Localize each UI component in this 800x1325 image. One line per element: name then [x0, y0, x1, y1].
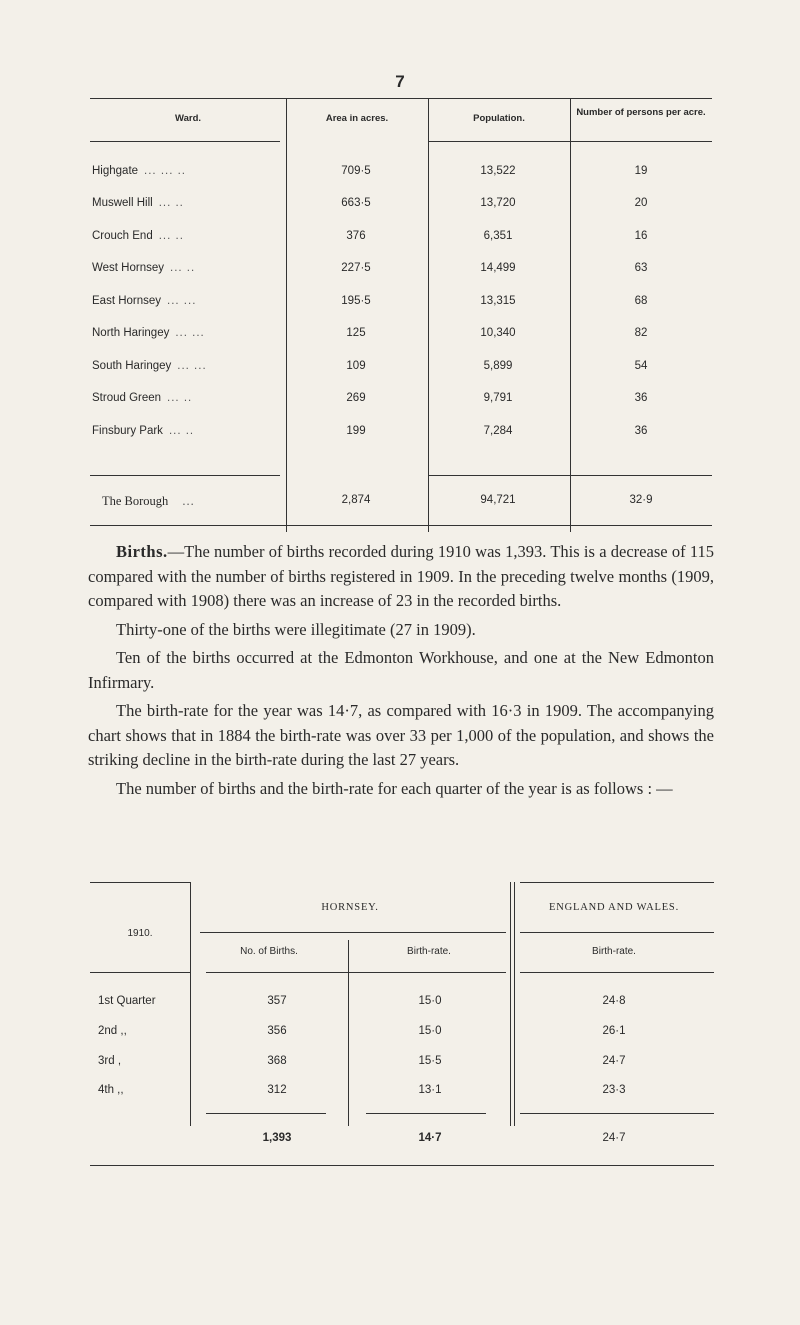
- area-value: 125: [346, 327, 366, 339]
- births-value: 357: [267, 995, 287, 1007]
- population-value: 5,899: [483, 360, 513, 372]
- rate-value: 13·1: [418, 1084, 442, 1096]
- total-area: 2,874: [341, 494, 371, 506]
- header-ward: Ward.: [174, 113, 202, 124]
- density-value: 36: [634, 392, 648, 404]
- density-value: 36: [634, 425, 648, 437]
- leader-dots: ... ...: [175, 327, 205, 339]
- table-bottom-rule: [90, 525, 712, 526]
- ward-name: Finsbury Park: [92, 425, 163, 437]
- area-value: 199: [346, 425, 366, 437]
- header-rule: [206, 972, 506, 973]
- total-rule: [90, 475, 280, 476]
- paragraph: Thirty-one of the births were illegitimate (27 in 1909).: [116, 619, 476, 639]
- population-value: 13,522: [480, 165, 516, 177]
- group-england-wales: ENGLAND AND WALES.: [549, 902, 679, 913]
- density-value: 63: [634, 262, 648, 274]
- column-divider: [428, 98, 429, 532]
- quarter-label: 1st Quarter: [98, 995, 156, 1007]
- header-rule: [90, 141, 280, 142]
- ew-rate-value: 23·3: [602, 1084, 626, 1096]
- area-value: 376: [346, 230, 366, 242]
- rate-value: 15·5: [418, 1055, 442, 1067]
- total-row: [90, 494, 712, 514]
- births-value: 368: [267, 1055, 287, 1067]
- table-row: [90, 165, 712, 185]
- area-value: 109: [346, 360, 366, 372]
- table-row: [90, 1055, 714, 1075]
- paragraph: The birth-rate for the year was 14·7, as compared with 16·3 in 1909. The accompanying chart shows that in 1884 the birth-rate was over 33 per 1,000 of the population, and shows the striking decline in the birth-rate during the last 27 years.: [88, 701, 714, 769]
- area-value: 663·5: [341, 197, 371, 209]
- area-value: 195·5: [341, 295, 371, 307]
- header-rule: [428, 141, 570, 142]
- total-births: 1,393: [262, 1132, 292, 1144]
- header-ew-birth-rate: Birth-rate.: [592, 946, 636, 957]
- paragraph: Ten of the births occurred at the Edmonton Workhouse, and one at the New Edmonton Infirmary.: [88, 648, 714, 692]
- ward-name: South Haringey: [92, 360, 172, 372]
- density-value: 16: [634, 230, 648, 242]
- area-value: 227·5: [341, 262, 371, 274]
- table-bottom-rule: [90, 1165, 714, 1166]
- ew-rate-value: 26·1: [602, 1025, 626, 1037]
- year-label: 1910.: [127, 928, 153, 939]
- header-area: Area in acres.: [325, 113, 389, 124]
- population-value: 14,499: [480, 262, 516, 274]
- header-rule: [520, 972, 714, 973]
- density-value: 20: [634, 197, 648, 209]
- ward-name: East Hornsey: [92, 295, 162, 307]
- quarter-label: 4th ,,: [98, 1084, 124, 1096]
- header-rule: [90, 972, 190, 973]
- table-row: [90, 1084, 714, 1104]
- leader-dots: ... ..: [170, 262, 196, 274]
- ew-rate-value: 24·8: [602, 995, 626, 1007]
- population-value: 13,315: [480, 295, 516, 307]
- total-rule: [520, 1113, 714, 1114]
- density-value: 68: [634, 295, 648, 307]
- leader-dots: ... ..: [168, 425, 195, 437]
- area-value: 269: [346, 392, 366, 404]
- leader-dots: ... ..: [158, 230, 184, 242]
- section-heading: Births.: [116, 542, 168, 561]
- total-ew-rate: 24·7: [602, 1132, 626, 1144]
- total-population: 94,721: [480, 494, 516, 506]
- ward-name: West Hornsey: [92, 262, 165, 274]
- ward-name: Muswell Hill: [92, 197, 153, 209]
- table-row: [90, 262, 712, 282]
- paragraph: The number of births and the birth-rate for each quarter of the year is as follows : —: [116, 778, 673, 798]
- leader-dots: ... ..: [158, 197, 184, 209]
- ward-name: Stroud Green: [92, 392, 162, 404]
- leader-dots: ...: [182, 494, 195, 508]
- births-text: [88, 540, 714, 805]
- ward-name: Crouch End: [92, 230, 153, 242]
- population-value: 13,720: [480, 197, 516, 209]
- table-row: [90, 295, 712, 315]
- group-hornsey: HORNSEY.: [321, 902, 379, 913]
- density-value: 54: [634, 360, 648, 372]
- total-density: 32·9: [629, 494, 653, 506]
- total-rule: [366, 1113, 486, 1114]
- rate-value: 15·0: [418, 1025, 442, 1037]
- total-row: [90, 1132, 714, 1152]
- area-value: 709·5: [341, 165, 371, 177]
- borough-label: The Borough: [102, 494, 169, 508]
- column-divider: [286, 98, 287, 532]
- table-row: [90, 1025, 714, 1045]
- group-rule: [200, 932, 506, 933]
- total-rule: [570, 475, 712, 476]
- leader-dots: ... ..: [167, 392, 193, 404]
- density-value: 82: [634, 327, 648, 339]
- column-divider: [570, 98, 571, 532]
- table-row: [90, 327, 712, 347]
- total-rate: 14·7: [418, 1132, 442, 1144]
- births-value: 356: [267, 1025, 287, 1037]
- table-row: [90, 995, 714, 1015]
- table-top-rule: [90, 882, 190, 883]
- paragraph-text: —The number of births recorded during 1910 was 1,393. This is a decrease of 115 compared with the number of births registered in 1909. In the preceding twelve months (1909, compared with 1908) there was an increase of 23 in the recorded births.: [88, 542, 714, 610]
- table-row: [90, 360, 712, 380]
- header-density: Number of persons per acre.: [576, 107, 706, 118]
- quarter-label: 3rd ,: [98, 1055, 122, 1067]
- births-value: 312: [267, 1084, 287, 1096]
- ward-name: North Haringey: [92, 327, 170, 339]
- table-row: [90, 425, 712, 445]
- quarter-table: [90, 882, 714, 1144]
- population-value: 7,284: [483, 425, 513, 437]
- table-top-rule: [520, 882, 714, 883]
- header-birth-rate: Birth-rate.: [407, 946, 451, 957]
- population-value: 6,351: [483, 230, 513, 242]
- table-row: [90, 230, 712, 250]
- density-value: 19: [634, 165, 648, 177]
- ew-rate-value: 24·7: [602, 1055, 626, 1067]
- quarter-label: 2nd ,,: [98, 1025, 127, 1037]
- table-row: [90, 392, 712, 412]
- group-rule: [520, 932, 714, 933]
- rate-value: 15·0: [418, 995, 442, 1007]
- header-rule: [570, 141, 712, 142]
- paragraph: [88, 540, 714, 614]
- header-population: Population.: [473, 113, 525, 124]
- population-value: 10,340: [480, 327, 516, 339]
- page-number: 7: [395, 72, 405, 91]
- leader-dots: ... ...: [177, 360, 207, 372]
- table-row: [90, 197, 712, 217]
- header-no-of-births: No. of Births.: [240, 946, 298, 957]
- table-top-rule: [90, 98, 712, 99]
- leader-dots: ... ...: [167, 295, 197, 307]
- total-rule: [206, 1113, 326, 1114]
- ward-name: Highgate: [92, 165, 139, 177]
- population-value: 9,791: [483, 392, 513, 404]
- total-rule: [428, 475, 570, 476]
- leader-dots: ... ... ..: [144, 165, 186, 177]
